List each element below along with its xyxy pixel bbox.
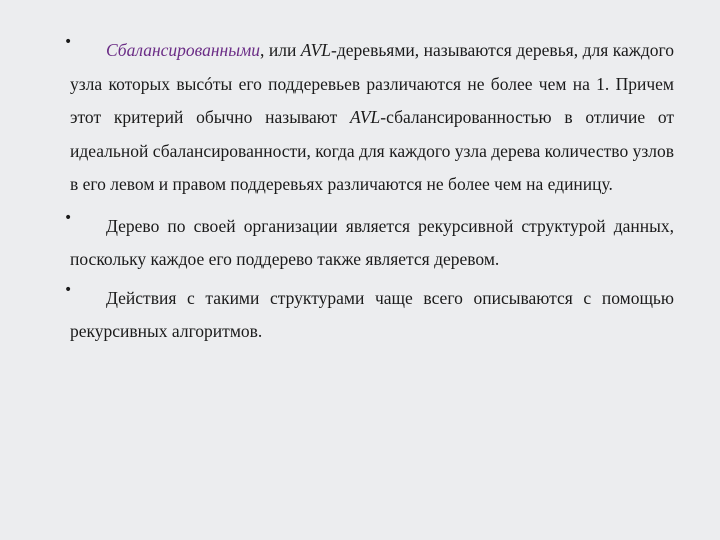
paragraph-1-rest-1: -деревьями, называются деревья, для каждого узла которых высóты его поддеревьев различаются не более чем на 1. Причем этот критерий обычно называют	[70, 40, 674, 127]
bullet-1: •	[64, 34, 73, 50]
paragraph-1-after-term: , или	[260, 40, 301, 60]
bullet-3: •	[64, 281, 73, 298]
bullet-2: •	[64, 209, 73, 226]
paragraph-recursive-algorithms	[64, 281, 674, 348]
paragraph-recursive-structure	[64, 209, 674, 276]
term-balanced: Сбалансированными	[106, 40, 260, 60]
paragraph-1-rest-2: -сбалансированностью в отличие от идеальной сбалансированности, когда для каждого узла дерева количество узлов в его левом и правом поддеревьях различаются не более чем на единицу.	[70, 107, 675, 194]
paragraph-avl-definition	[64, 34, 675, 202]
paragraph-2-text	[70, 210, 674, 276]
paragraph-3-body: Действия с такими структурами чаще всего описываются с помощью рекурсивных алгоритмов.	[70, 287, 674, 341]
avl-term-2: AVL	[350, 107, 381, 127]
paragraph-1-text	[70, 34, 674, 202]
paragraph-3-text	[70, 282, 674, 348]
avl-term-1: AVL	[300, 40, 332, 60]
paragraph-2-body: Дерево по своей организации является рекурсивной структурой данных, поскольку каждое его поддерево также является деревом.	[70, 215, 674, 269]
